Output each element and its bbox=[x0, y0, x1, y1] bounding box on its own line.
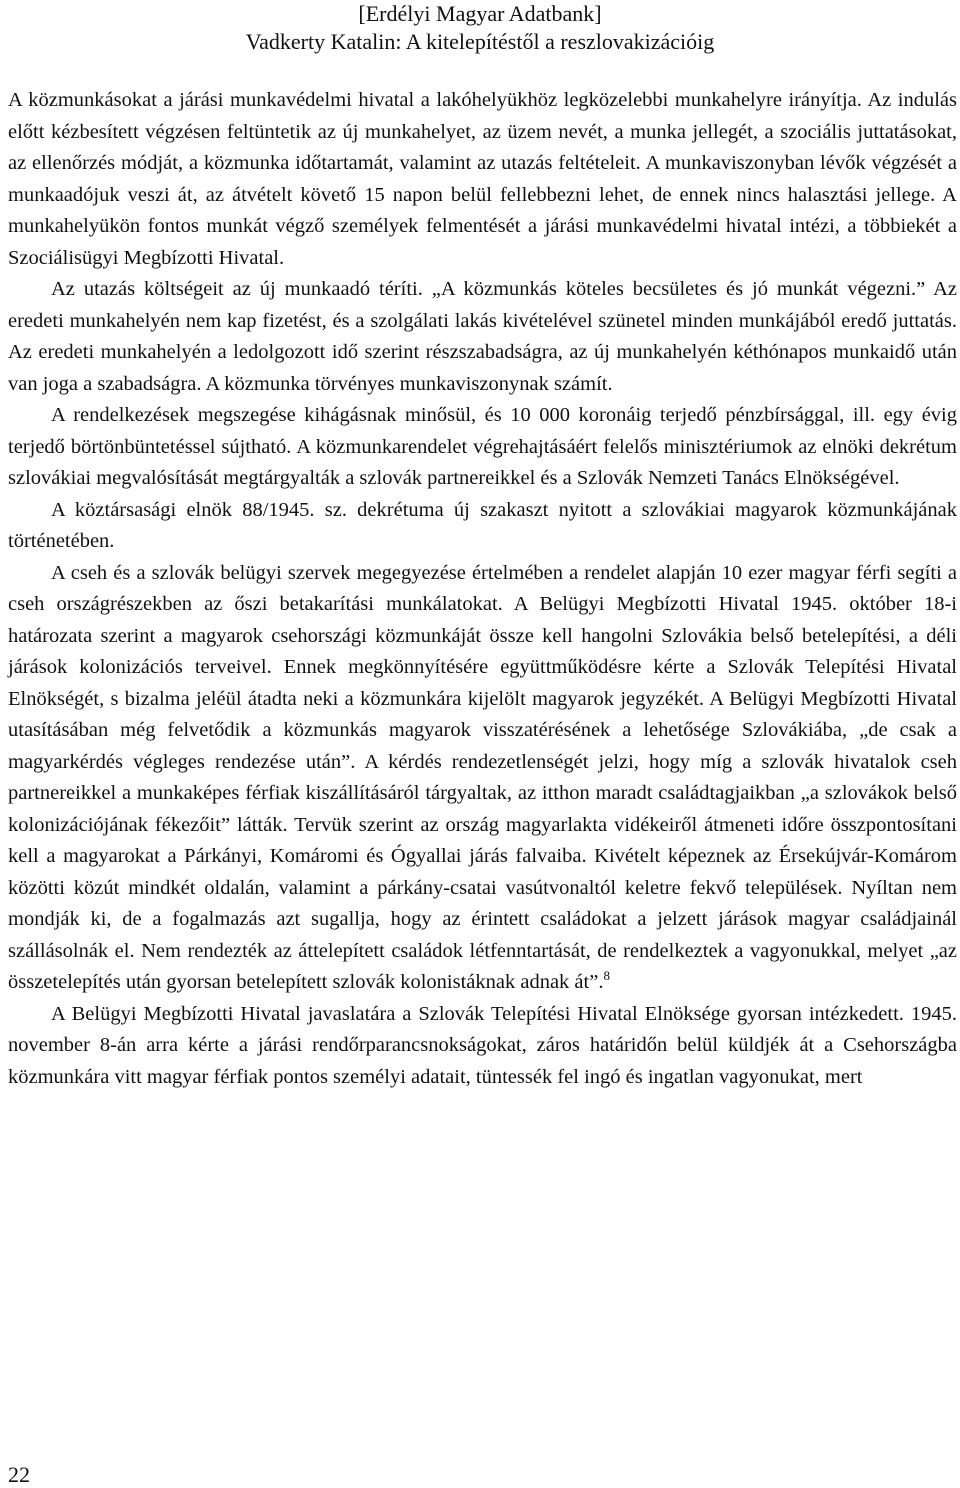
paragraph-6: A Belügyi Megbízotti Hivatal javaslatára a Szlovák Telepítési Hivatal Elnöksége gyorsan intézkedett. 1945. november 8-án arra kérte a járási rendőrparancsnokságokat, záros határidőn belül küldjék át a Csehországba közmunkára vitt magyar férfiak pontos személyi adatait, tüntessék fel ingó és ingatlan vagyonukat, mert bbox=[8, 1002, 957, 1088]
paragraph-4: A köztársasági elnök 88/1945. sz. dekrétuma új szakaszt nyitott a szlovákiai magyarok közmunkájának történetében. bbox=[8, 498, 957, 552]
paragraph-3: A rendelkezések megszegése kihágásnak minősül, és 10 000 koronáig terjedő pénzbírsággal, ill. egy évig terjedő börtönbüntetéssel sújtható. A közmunkarendelet végrehajtásáért felelős minisztériumok az elnöki dekrétum szlovákiai megvalósítását megtárgyalták a szlovák partnereikkel és a Szlovák Nemzeti Tanács Elnökségével. bbox=[8, 404, 957, 489]
paragraph-1: A közmunkásokat a járási munkavédelmi hivatal a lakóhelyükhöz legközelebbi munkahelyre irányítja. Az indulás előtt kézbesített végzésen feltüntetik az új munkahelyet, az üzem nevét, a munka jellegét, a szociális juttatásokat, az ellenőrzés módját, a közmunka időtartamát, valamint az utazás feltételeit. A munkaviszonyban lévők végzését a munkaadójuk veszi át, az átvételt követő 15 napon belül fellebbezni lehet, de ennek nincs halasztási jellege. A munkahelyükön fontos munkát végző személyek felmentését a járási munkavédelmi hivatal intézi, a többiekét a Szociálisügyi Megbízotti Hivatal. bbox=[8, 89, 957, 269]
page-number: 22 bbox=[8, 1462, 30, 1487]
footnote-reference: 8 bbox=[603, 968, 610, 984]
paragraph-5 bbox=[8, 558, 957, 999]
body-text bbox=[8, 85, 957, 1093]
header-source: [Erdélyi Magyar Adatbank] bbox=[358, 1, 602, 26]
paragraph-2: Az utazás költségeit az új munkaadó téríti. „A közmunkás köteles becsületes és jó munkát végezni.” Az eredeti munkahelyén nem kap fizetést, és a szolgálati lakás kivételével szünetel minden munkájából eredő juttatás. Az eredeti munkahelyén a ledolgozott idő szerint részszabadságra, az új munkahelyén kéthónapos munkaidő után van joga a szabadságra. A közmunka törvényes munkaviszonynak számít. bbox=[8, 278, 957, 395]
paragraph-5-text: A cseh és a szlovák belügyi szervek megegyezése értelmében a rendelet alapján 10 ezer magyar férfi segíti a cseh országrészekben az őszi betakarítási munkálatokat. A Belügyi Megbízotti Hivatal 1945. október 18-i határozata szerint a magyarok csehországi közmunkáját össze kell hangolni Szlovákia belső betelepítési, a déli járások kolonizációs terveivel. Ennek megkönnyítésére együttműködésre kérte a Szlovák Telepítési Hivatal Elnökségét, s bizalma jeléül átadta neki a közmunkára kijelölt magyarok jegyzékét. A Belügyi Megbízotti Hivatal utasításában még felvetődik a közmunkás magyarok visszatérésének a lehetősége Szlovákiába, „de csak a magyarkérdés végleges rendezése után”. A kérdés rendezetlenségét jelzi, hogy míg a szlovák hivatalok cseh partnereikkel a munkaképes férfiak kiszállításáról tárgyaltak, az itthon maradt családtagjaikban „a szlovákok belső kolonizációjának fékezőit” látták. Tervük szerint az ország magyarlakta vidékeiről átmeneti időre összpontosítani kell a magyarokat a Párkányi, Komáromi és Ógyallai járás falvaiba. Kivételt képeznek az Érsekújvár-Komárom közötti közút mindkét oldalán, valamint a párkány-csatai vasútvonaltól keletre fekvő települések. Nyíltan nem mondják ki, de a fogalmazás azt sugallja, hogy az érintett családokat a jelzett járások magyar családjainál szállásolnák el. Nem rendezték az áttelepített családok létfenntartását, de rendelkeztek a vagyonukkal, melyet „az összetelepítés után gyorsan betelepített szlovák kolonistáknak adnak át”. bbox=[8, 561, 957, 993]
header-title: Vadkerty Katalin: A kitelepítéstől a reszlovakizációig bbox=[245, 29, 715, 54]
page-header bbox=[0, 0, 960, 56]
